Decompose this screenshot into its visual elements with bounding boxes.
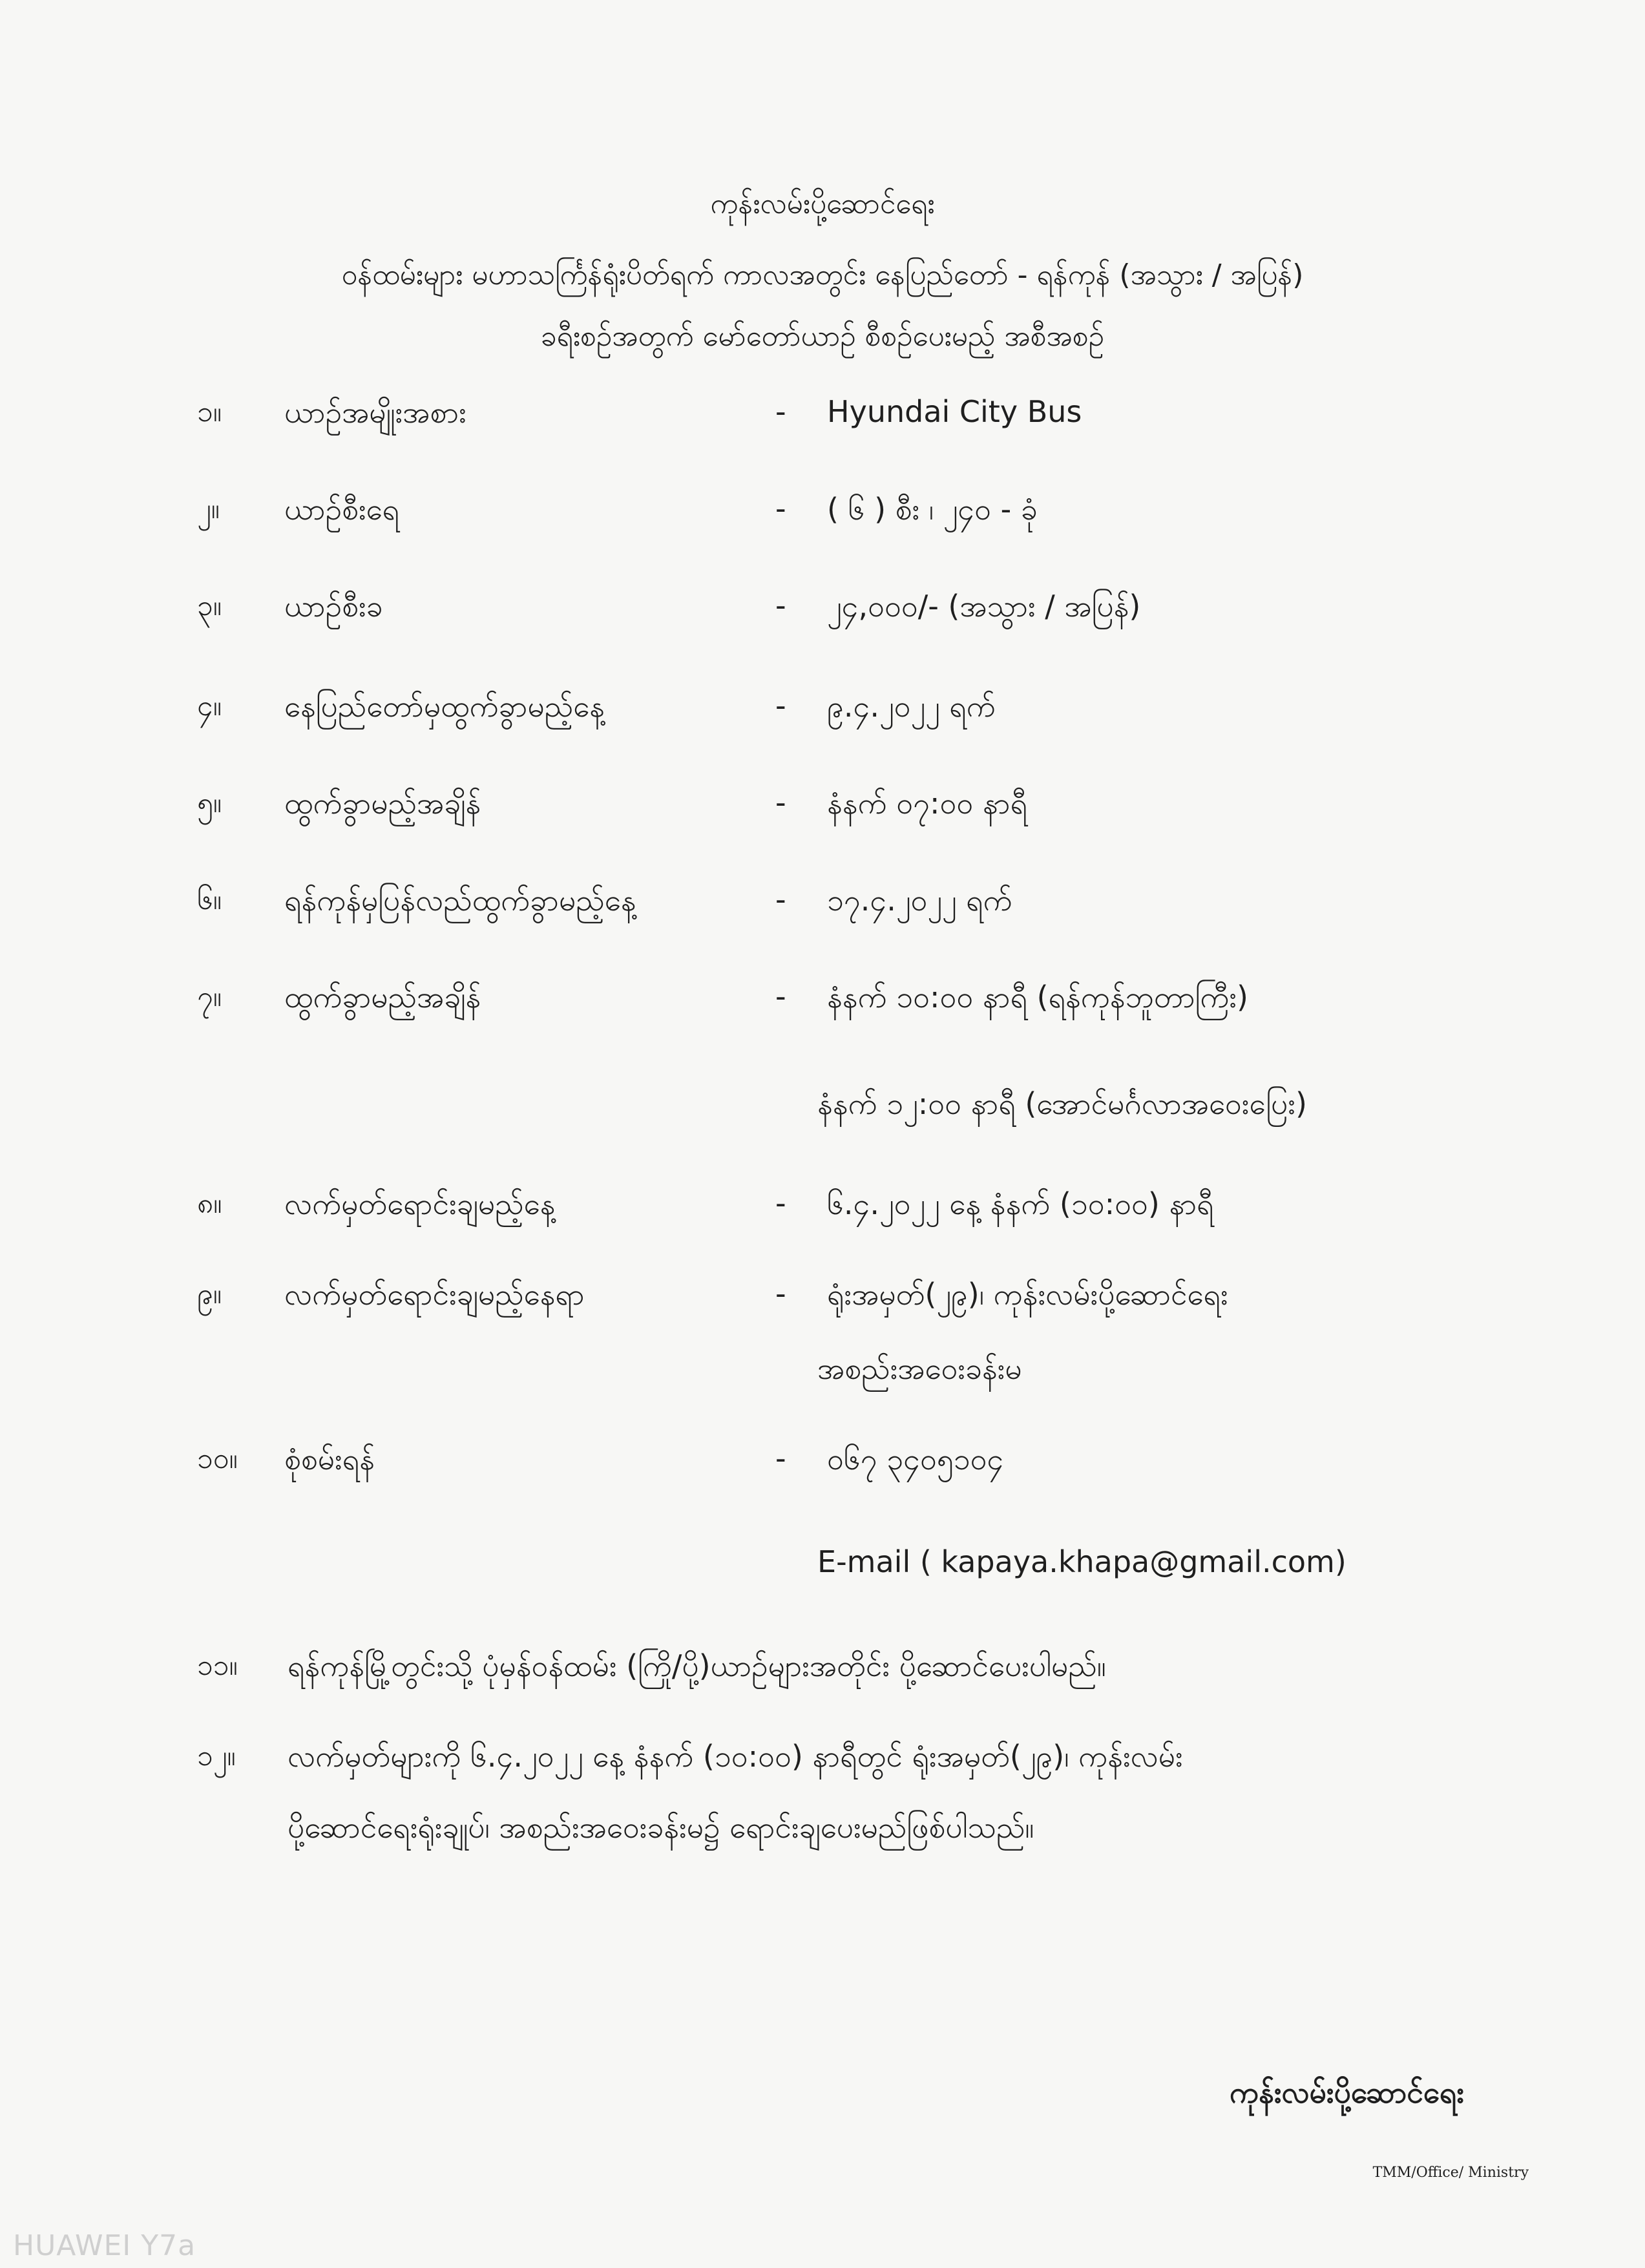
list-item <box>0 688 1645 740</box>
item-label: ယာဉ်စီးခ <box>284 589 383 624</box>
list-item <box>0 1441 1645 1493</box>
note-text: လက်မှတ်များကို ၆.၄.၂၀၂၂ နေ့ နံနက် (၁၀:၀၀) နာရီတွင် ရုံးအမှတ်(၂၉)၊ ကုန်းလမ်း <box>288 1739 1183 1774</box>
item-dash: - <box>775 979 786 1014</box>
note-number: ၁၂။ <box>197 1739 236 1772</box>
item-number: ၁၀။ <box>197 1442 238 1475</box>
note-text: ရန်ကုန်မြို့တွင်းသို့ ပုံမှန်ဝန်ထမ်း (ကြို/ပို့)ယာဉ်များအတိုင်း ပို့ဆောင်ပေးပါမည်။ <box>288 1648 1106 1683</box>
item-number: ၉။ <box>197 1277 222 1310</box>
header-title-line: ဝန်ထမ်းများ မဟာသင်္ကြန်ရုံးပိတ်ရက် ကာလအတွင်း နေပြည်တော် - ရန်ကုန် (အသွား / အပြန်) <box>341 258 1304 291</box>
item-number: ၄။ <box>197 689 222 722</box>
item-value: ၉.၄.၂၀၂၂ ရက် <box>827 689 996 724</box>
item-dash: - <box>775 394 786 429</box>
item-dash: - <box>775 1441 786 1476</box>
item-value-continued: နံနက် ၁၂:၀၀ နာရီ (အောင်မင်္ဂလာအဝေးပြေး) <box>817 1086 1307 1121</box>
item-value-continued: အစည်းအဝေးခန်းမ <box>817 1351 1022 1386</box>
item-label: ယာဉ်စီးရေ <box>284 492 400 527</box>
list-item <box>0 491 1645 543</box>
item-label: နေပြည်တော်မှထွက်ခွာမည့်နေ့ <box>284 689 605 724</box>
item-dash: - <box>775 588 786 623</box>
header-org: ကုန်းလမ်းပို့ဆောင်ရေး <box>710 187 935 220</box>
note-number: ၁၁။ <box>197 1649 238 1682</box>
list-item <box>0 1276 1645 1328</box>
item-dash: - <box>775 1186 786 1221</box>
item-number: ၂။ <box>197 492 220 525</box>
list-item <box>0 882 1645 934</box>
item-label: လက်မှတ်ရောင်းချမည့်နေ့ <box>284 1186 556 1221</box>
footer-reference: TMM/Office/ Ministry <box>1372 2165 1529 2181</box>
list-item <box>0 785 1645 837</box>
note-text-continued: ပို့ဆောင်ရေးရုံးချုပ်၊ အစည်းအဝေးခန်းမ၌ ရောင်းချပေးမည်ဖြစ်ပါသည်။ <box>288 1810 1034 1845</box>
list-item <box>0 588 1645 640</box>
list-item <box>0 979 1645 1031</box>
item-dash: - <box>775 1276 786 1311</box>
item-label: ထွက်ခွာမည့်အချိန် <box>284 980 481 1014</box>
item-value: နံနက် ၀၇:၀၀ နာရီ <box>827 786 1028 821</box>
item-value: Hyundai City Bus <box>827 394 1082 429</box>
item-value: ( ၆ ) စီး ၊ ၂၄၀ - ခုံ <box>827 492 1038 527</box>
item-dash: - <box>775 785 786 820</box>
item-value: ရုံးအမှတ်(၂၉)၊ ကုန်းလမ်းပို့ဆောင်ရေး <box>827 1277 1228 1312</box>
item-value: ၁၇.၄.၂၀၂၂ ရက် <box>827 883 1012 918</box>
item-number: ၁။ <box>197 395 222 428</box>
item-label: ရန်ကုန်မှပြန်လည်ထွက်ခွာမည့်နေ့ <box>284 883 636 918</box>
list-item <box>0 394 1645 446</box>
item-value: ၆.၄.၂၀၂၂ နေ့ နံနက် (၁၀:၀၀) နာရီ <box>827 1186 1214 1221</box>
item-number: ၆။ <box>197 883 222 916</box>
signature-block: ကုန်းလမ်းပို့ဆောင်ရေး <box>1230 2075 1464 2110</box>
item-number: ၈။ <box>197 1187 222 1220</box>
item-value: ၂၄,၀၀၀/- (အသွား / အပြန်) <box>827 589 1141 624</box>
item-label: ထွက်ခွာမည့်အချိန် <box>284 786 481 821</box>
item-dash: - <box>775 882 786 917</box>
item-label: စုံစမ်းရန် <box>284 1442 375 1476</box>
item-value: နံနက် ၁၀:၀၀ နာရီ (ရန်ကုန်ဘူတာကြီး) <box>827 980 1248 1014</box>
item-number: ၅။ <box>197 786 222 819</box>
header-subtitle-line: ခရီးစဉ်အတွက် မော်တော်ယာဉ် စီစဉ်ပေးမည့် အစီအစဉ် <box>540 320 1105 353</box>
list-item <box>0 1186 1645 1237</box>
item-dash: - <box>775 688 786 723</box>
item-number: ၃။ <box>197 589 222 622</box>
item-number: ၇။ <box>197 980 222 1013</box>
item-dash: - <box>775 491 786 526</box>
item-value: ၀၆၇ ၃၄၀၅၁၀၄ <box>827 1442 1004 1476</box>
email-contact: E-mail ( kapaya.khapa@gmail.com) <box>817 1544 1346 1579</box>
item-label: ယာဉ်အမျိုးအစား <box>284 395 466 430</box>
item-label: လက်မှတ်ရောင်းချမည့်နေရာ <box>284 1277 585 1312</box>
camera-watermark: HUAWEI Y7a <box>13 2229 196 2262</box>
